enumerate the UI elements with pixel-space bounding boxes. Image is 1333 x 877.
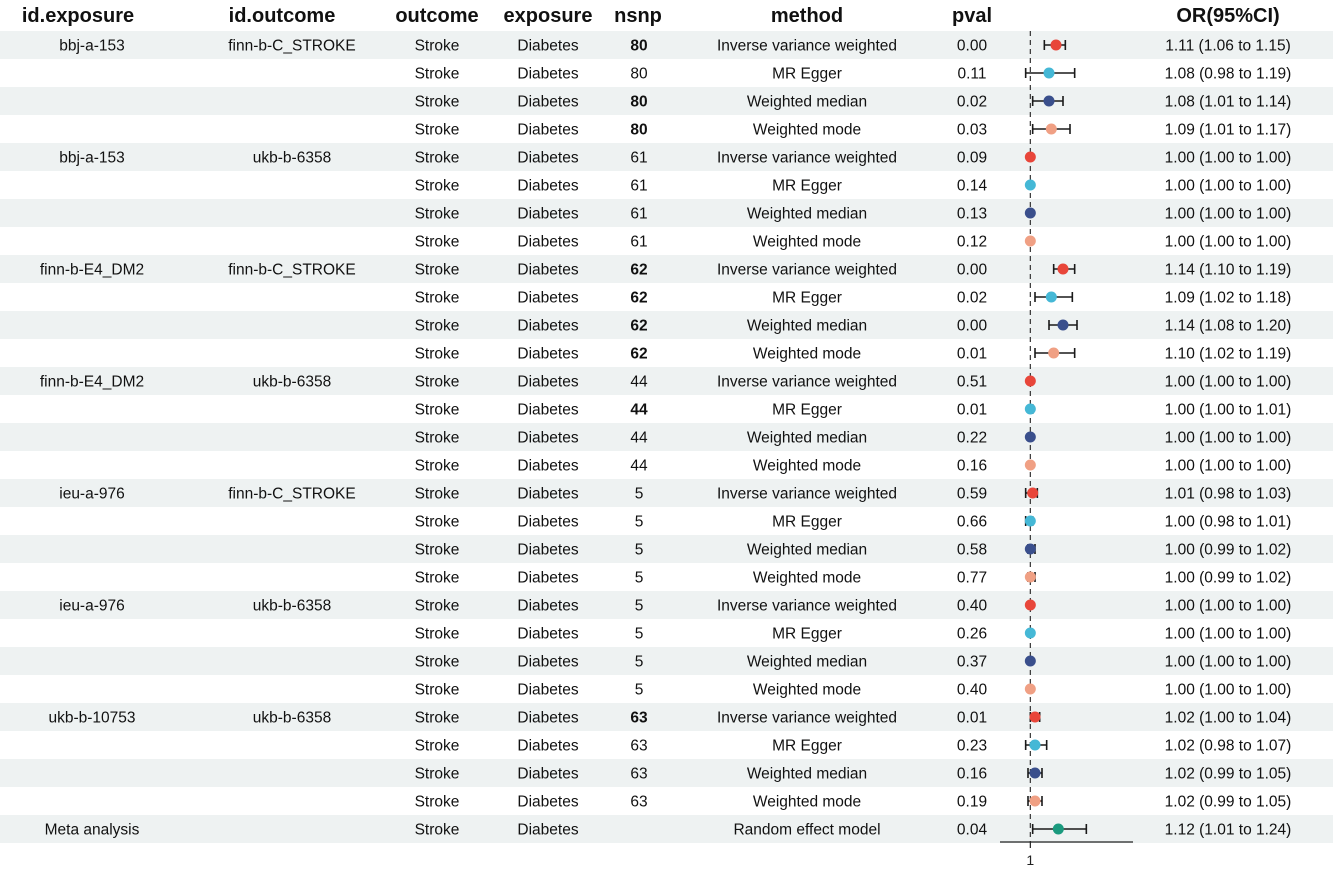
table-row bbox=[415, 402, 1292, 419]
row-band bbox=[0, 647, 1333, 675]
row-band bbox=[0, 367, 1333, 395]
cell-exposure: Diabetes bbox=[517, 37, 579, 55]
row-band bbox=[0, 815, 1333, 843]
cell-method: Weighted median bbox=[746, 765, 868, 783]
cell-method: MR Egger bbox=[772, 65, 842, 83]
cell-nsnp: 80 bbox=[630, 93, 648, 111]
header-id-exposure: id.exposure bbox=[21, 5, 135, 27]
cell-or-ci: 1.00 (0.99 to 1.02) bbox=[1164, 569, 1292, 587]
row-band bbox=[0, 535, 1333, 563]
row-band bbox=[0, 31, 1333, 59]
cell-nsnp: 5 bbox=[634, 625, 644, 643]
cell-method: Weighted median bbox=[746, 317, 868, 335]
header-method: method bbox=[770, 5, 844, 27]
point-estimate bbox=[1058, 320, 1069, 331]
cell-method: Inverse variance weighted bbox=[716, 149, 898, 167]
cell-method: Weighted mode bbox=[752, 233, 862, 251]
cell-exposure: Diabetes bbox=[517, 541, 579, 559]
cell-nsnp: 63 bbox=[630, 765, 648, 783]
header-pval: pval bbox=[951, 5, 993, 27]
point-estimate bbox=[1025, 460, 1036, 471]
point-estimate bbox=[1051, 40, 1062, 51]
cell-pval: 0.02 bbox=[956, 289, 988, 307]
header-nsnp: nsnp bbox=[614, 5, 662, 27]
table-row bbox=[415, 738, 1292, 755]
cell-pval: 0.37 bbox=[956, 653, 988, 671]
cell-or-ci: 1.02 (0.99 to 1.05) bbox=[1164, 765, 1292, 783]
cell-outcome: Stroke bbox=[414, 317, 460, 335]
cell-exposure: Diabetes bbox=[517, 485, 579, 503]
row-band bbox=[0, 591, 1333, 619]
cell-id-outcome: finn-b-C_STROKE bbox=[228, 261, 356, 279]
cell-exposure: Diabetes bbox=[517, 737, 579, 755]
cell-id-outcome: ukb-b-6358 bbox=[252, 597, 332, 615]
cell-or-ci: 1.02 (0.99 to 1.05) bbox=[1164, 793, 1292, 811]
row-band bbox=[0, 143, 1333, 171]
cell-nsnp: 5 bbox=[634, 569, 644, 587]
cell-exposure: Diabetes bbox=[517, 205, 579, 223]
table-row bbox=[415, 682, 1292, 699]
row-band bbox=[0, 199, 1333, 227]
cell-id-outcome: ukb-b-6358 bbox=[252, 373, 332, 391]
cell-method: Weighted median bbox=[746, 205, 868, 223]
cell-outcome: Stroke bbox=[414, 485, 460, 503]
cell-exposure: Diabetes bbox=[517, 177, 579, 195]
point-estimate bbox=[1025, 208, 1036, 219]
cell-id-outcome: finn-b-C_STROKE bbox=[228, 37, 356, 55]
cell-exposure: Diabetes bbox=[517, 709, 579, 727]
cell-or-ci: 1.14 (1.08 to 1.20) bbox=[1164, 317, 1292, 335]
forest-mark bbox=[1026, 740, 1047, 751]
table-row bbox=[415, 626, 1292, 643]
cell-outcome: Stroke bbox=[414, 793, 460, 811]
cell-nsnp: 62 bbox=[630, 261, 648, 279]
cell-exposure: Diabetes bbox=[517, 261, 579, 279]
cell-or-ci: 1.00 (1.00 to 1.00) bbox=[1164, 653, 1292, 671]
cell-outcome: Stroke bbox=[414, 177, 460, 195]
header-outcome: outcome bbox=[395, 5, 479, 27]
cell-method: Weighted median bbox=[746, 93, 868, 111]
row-band bbox=[0, 703, 1333, 731]
forest-mark bbox=[1025, 572, 1036, 583]
forest-mark bbox=[1026, 68, 1075, 79]
point-estimate bbox=[1025, 516, 1036, 527]
cell-pval: 0.01 bbox=[956, 401, 988, 419]
cell-exposure: Diabetes bbox=[517, 513, 579, 531]
table-row bbox=[415, 122, 1292, 139]
point-estimate bbox=[1025, 180, 1036, 191]
cell-nsnp: 61 bbox=[630, 177, 648, 195]
cell-outcome: Stroke bbox=[414, 541, 460, 559]
row-band bbox=[0, 759, 1333, 787]
point-estimate bbox=[1048, 348, 1059, 359]
row-band bbox=[0, 311, 1333, 339]
cell-method: Random effect model bbox=[733, 821, 881, 839]
cell-id-exposure: finn-b-E4_DM2 bbox=[39, 373, 145, 391]
cell-id-outcome: ukb-b-6358 bbox=[252, 709, 332, 727]
cell-pval: 0.13 bbox=[956, 205, 988, 223]
cell-outcome: Stroke bbox=[414, 681, 460, 699]
cell-outcome: Stroke bbox=[414, 737, 460, 755]
cell-id-exposure: ieu-a-976 bbox=[59, 485, 125, 503]
point-estimate bbox=[1030, 796, 1041, 807]
cell-method: Inverse variance weighted bbox=[716, 709, 898, 727]
cell-nsnp: 63 bbox=[630, 737, 648, 755]
cell-nsnp: 5 bbox=[634, 681, 644, 699]
cell-exposure: Diabetes bbox=[517, 457, 579, 475]
cell-method: Weighted median bbox=[746, 653, 868, 671]
cell-nsnp: 61 bbox=[630, 233, 648, 251]
cell-nsnp: 80 bbox=[630, 121, 648, 139]
forest-mark bbox=[1030, 712, 1041, 723]
cell-pval: 0.19 bbox=[956, 793, 988, 811]
cell-nsnp: 61 bbox=[630, 149, 648, 167]
cell-nsnp: 80 bbox=[630, 37, 648, 55]
table-row bbox=[415, 458, 1292, 475]
forest-mark bbox=[1025, 236, 1036, 247]
cell-exposure: Diabetes bbox=[517, 821, 579, 839]
cell-or-ci: 1.09 (1.01 to 1.17) bbox=[1164, 121, 1292, 139]
point-estimate bbox=[1025, 152, 1036, 163]
cell-pval: 0.16 bbox=[956, 457, 988, 475]
cell-id-exposure: bbj-a-153 bbox=[59, 37, 125, 55]
cell-method: Weighted mode bbox=[752, 345, 862, 363]
cell-or-ci: 1.01 (0.98 to 1.03) bbox=[1164, 485, 1292, 503]
cell-exposure: Diabetes bbox=[517, 121, 579, 139]
cell-nsnp: 44 bbox=[630, 429, 648, 447]
cell-id-exposure: finn-b-E4_DM2 bbox=[39, 261, 145, 279]
forest-mark bbox=[1025, 628, 1036, 639]
cell-nsnp: 5 bbox=[634, 485, 644, 503]
cell-or-ci: 1.00 (1.00 to 1.01) bbox=[1164, 401, 1292, 419]
cell-method: MR Egger bbox=[772, 625, 842, 643]
forest-mark bbox=[1025, 432, 1036, 443]
cell-or-ci: 1.00 (1.00 to 1.00) bbox=[1164, 205, 1292, 223]
cell-or-ci: 1.14 (1.10 to 1.19) bbox=[1164, 261, 1292, 279]
forest-mark bbox=[1025, 180, 1036, 191]
row-band bbox=[0, 255, 1333, 283]
cell-id-exposure: ukb-b-10753 bbox=[48, 709, 136, 727]
cell-method: Weighted median bbox=[746, 429, 868, 447]
cell-outcome: Stroke bbox=[414, 93, 460, 111]
cell-pval: 0.01 bbox=[956, 345, 988, 363]
forest-mark bbox=[1033, 124, 1070, 135]
cell-pval: 0.00 bbox=[956, 317, 988, 335]
point-estimate bbox=[1025, 404, 1036, 415]
cell-exposure: Diabetes bbox=[517, 765, 579, 783]
row-band bbox=[0, 479, 1333, 507]
forest-mark bbox=[1035, 348, 1075, 359]
cell-outcome: Stroke bbox=[414, 597, 460, 615]
cell-pval: 0.66 bbox=[956, 513, 988, 531]
cell-nsnp: 44 bbox=[630, 401, 648, 419]
cell-or-ci: 1.00 (1.00 to 1.00) bbox=[1164, 149, 1292, 167]
cell-pval: 0.77 bbox=[956, 569, 988, 587]
forest-mark bbox=[1025, 152, 1036, 163]
cell-outcome: Stroke bbox=[414, 373, 460, 391]
cell-exposure: Diabetes bbox=[517, 233, 579, 251]
cell-outcome: Stroke bbox=[414, 569, 460, 587]
cell-outcome: Stroke bbox=[414, 345, 460, 363]
point-estimate bbox=[1025, 572, 1036, 583]
cell-nsnp: 80 bbox=[630, 65, 648, 83]
point-estimate bbox=[1025, 376, 1036, 387]
table-row bbox=[415, 346, 1292, 363]
forest-mark bbox=[1025, 684, 1036, 695]
cell-exposure: Diabetes bbox=[517, 793, 579, 811]
cell-outcome: Stroke bbox=[414, 625, 460, 643]
header-id-outcome: id.outcome bbox=[228, 5, 336, 27]
forest-mark bbox=[1025, 516, 1036, 527]
cell-outcome: Stroke bbox=[414, 653, 460, 671]
point-estimate bbox=[1025, 236, 1036, 247]
cell-method: Weighted mode bbox=[752, 793, 862, 811]
cell-pval: 0.40 bbox=[956, 681, 988, 699]
cell-pval: 0.26 bbox=[956, 625, 988, 643]
cell-method: MR Egger bbox=[772, 737, 842, 755]
cell-exposure: Diabetes bbox=[517, 597, 579, 615]
cell-or-ci: 1.00 (1.00 to 1.00) bbox=[1164, 429, 1292, 447]
cell-exposure: Diabetes bbox=[517, 93, 579, 111]
cell-or-ci: 1.00 (1.00 to 1.00) bbox=[1164, 597, 1292, 615]
cell-exposure: Diabetes bbox=[517, 373, 579, 391]
cell-exposure: Diabetes bbox=[517, 429, 579, 447]
table-row bbox=[415, 66, 1292, 83]
forest-mark bbox=[1025, 376, 1036, 387]
point-estimate bbox=[1027, 488, 1038, 499]
cell-id-outcome: ukb-b-6358 bbox=[252, 149, 332, 167]
point-estimate bbox=[1044, 96, 1055, 107]
cell-nsnp: 62 bbox=[630, 345, 648, 363]
cell-exposure: Diabetes bbox=[517, 289, 579, 307]
point-estimate bbox=[1025, 656, 1036, 667]
cell-outcome: Stroke bbox=[414, 429, 460, 447]
point-estimate bbox=[1030, 740, 1041, 751]
cell-or-ci: 1.08 (1.01 to 1.14) bbox=[1164, 93, 1292, 111]
cell-pval: 0.00 bbox=[956, 37, 988, 55]
cell-outcome: Stroke bbox=[414, 289, 460, 307]
cell-method: MR Egger bbox=[772, 289, 842, 307]
cell-outcome: Stroke bbox=[414, 821, 460, 839]
cell-nsnp: 61 bbox=[630, 205, 648, 223]
table-row bbox=[415, 514, 1292, 531]
cell-nsnp: 5 bbox=[634, 541, 644, 559]
cell-method: MR Egger bbox=[772, 177, 842, 195]
cell-pval: 0.00 bbox=[956, 261, 988, 279]
cell-exposure: Diabetes bbox=[517, 149, 579, 167]
cell-outcome: Stroke bbox=[414, 65, 460, 83]
forest-mark bbox=[1025, 600, 1036, 611]
point-estimate bbox=[1025, 600, 1036, 611]
cell-nsnp: 62 bbox=[630, 289, 648, 307]
cell-method: Inverse variance weighted bbox=[716, 37, 898, 55]
point-estimate bbox=[1025, 432, 1036, 443]
cell-outcome: Stroke bbox=[414, 37, 460, 55]
cell-or-ci: 1.00 (0.99 to 1.02) bbox=[1164, 541, 1292, 559]
cell-exposure: Diabetes bbox=[517, 653, 579, 671]
cell-exposure: Diabetes bbox=[517, 681, 579, 699]
cell-exposure: Diabetes bbox=[517, 345, 579, 363]
cell-or-ci: 1.02 (1.00 to 1.04) bbox=[1164, 709, 1292, 727]
table-row bbox=[415, 570, 1292, 587]
header-or-ci: OR(95%CI) bbox=[1176, 5, 1280, 27]
cell-pval: 0.11 bbox=[957, 65, 987, 83]
cell-nsnp: 5 bbox=[634, 597, 644, 615]
cell-exposure: Diabetes bbox=[517, 625, 579, 643]
cell-pval: 0.14 bbox=[956, 177, 988, 195]
cell-pval: 0.51 bbox=[956, 373, 988, 391]
cell-pval: 0.02 bbox=[956, 93, 988, 111]
cell-exposure: Diabetes bbox=[517, 317, 579, 335]
forest-mark bbox=[1025, 404, 1036, 415]
cell-id-exposure: ieu-a-976 bbox=[59, 597, 125, 615]
cell-method: MR Egger bbox=[772, 401, 842, 419]
point-estimate bbox=[1058, 264, 1069, 275]
point-estimate bbox=[1025, 684, 1036, 695]
cell-exposure: Diabetes bbox=[517, 65, 579, 83]
cell-or-ci: 1.00 (1.00 to 1.00) bbox=[1164, 373, 1292, 391]
cell-nsnp: 5 bbox=[634, 513, 644, 531]
cell-outcome: Stroke bbox=[414, 709, 460, 727]
cell-method: Inverse variance weighted bbox=[716, 261, 898, 279]
cell-nsnp: 44 bbox=[630, 457, 648, 475]
cell-or-ci: 1.00 (1.00 to 1.00) bbox=[1164, 457, 1292, 475]
cell-pval: 0.23 bbox=[956, 737, 988, 755]
cell-pval: 0.03 bbox=[956, 121, 988, 139]
cell-pval: 0.58 bbox=[956, 541, 988, 559]
table-row bbox=[415, 290, 1292, 307]
cell-nsnp: 5 bbox=[634, 653, 644, 671]
cell-method: Weighted mode bbox=[752, 681, 862, 699]
cell-outcome: Stroke bbox=[414, 149, 460, 167]
cell-pval: 0.12 bbox=[956, 233, 988, 251]
row-band bbox=[0, 87, 1333, 115]
point-estimate bbox=[1025, 628, 1036, 639]
cell-method: Weighted mode bbox=[752, 457, 862, 475]
cell-pval: 0.04 bbox=[956, 821, 988, 839]
cell-or-ci: 1.11 (1.06 to 1.15) bbox=[1165, 37, 1291, 55]
cell-or-ci: 1.08 (0.98 to 1.19) bbox=[1164, 65, 1292, 83]
cell-outcome: Stroke bbox=[414, 457, 460, 475]
forest-mark bbox=[1025, 208, 1036, 219]
forest-mark bbox=[1025, 544, 1036, 555]
cell-outcome: Stroke bbox=[414, 261, 460, 279]
cell-outcome: Stroke bbox=[414, 513, 460, 531]
cell-id-outcome: finn-b-C_STROKE bbox=[228, 485, 356, 503]
column-headers bbox=[22, 5, 1280, 27]
row-bands bbox=[0, 31, 1333, 843]
cell-pval: 0.22 bbox=[956, 429, 988, 447]
table-row bbox=[415, 794, 1292, 811]
cell-or-ci: 1.10 (1.02 to 1.19) bbox=[1164, 345, 1292, 363]
point-estimate bbox=[1030, 712, 1041, 723]
cell-pval: 0.40 bbox=[956, 597, 988, 615]
cell-exposure: Diabetes bbox=[517, 569, 579, 587]
cell-pval: 0.09 bbox=[956, 149, 988, 167]
cell-method: Inverse variance weighted bbox=[716, 373, 898, 391]
cell-method: Weighted median bbox=[746, 541, 868, 559]
x-axis-tick-label: 1 bbox=[1026, 852, 1035, 868]
cell-exposure: Diabetes bbox=[517, 401, 579, 419]
point-estimate bbox=[1046, 292, 1057, 303]
cell-outcome: Stroke bbox=[414, 401, 460, 419]
cell-id-exposure: bbj-a-153 bbox=[59, 149, 125, 167]
table-row bbox=[415, 234, 1292, 251]
cell-nsnp: 44 bbox=[630, 373, 648, 391]
point-estimate bbox=[1044, 68, 1055, 79]
header-exposure: exposure bbox=[503, 5, 593, 27]
cell-outcome: Stroke bbox=[414, 233, 460, 251]
cell-nsnp: 63 bbox=[630, 793, 648, 811]
forest-mark bbox=[1035, 292, 1072, 303]
forest-mark bbox=[1025, 460, 1036, 471]
cell-method: Weighted mode bbox=[752, 121, 862, 139]
cell-pval: 0.16 bbox=[956, 765, 988, 783]
cell-or-ci: 1.00 (1.00 to 1.00) bbox=[1164, 177, 1292, 195]
cell-outcome: Stroke bbox=[414, 765, 460, 783]
cell-or-ci: 1.12 (1.01 to 1.24) bbox=[1164, 821, 1292, 839]
cell-or-ci: 1.00 (1.00 to 1.00) bbox=[1164, 625, 1292, 643]
cell-or-ci: 1.00 (1.00 to 1.00) bbox=[1164, 681, 1292, 699]
cell-nsnp: 63 bbox=[630, 709, 648, 727]
cell-or-ci: 1.02 (0.98 to 1.07) bbox=[1164, 737, 1292, 755]
point-estimate bbox=[1053, 824, 1064, 835]
cell-pval: 0.59 bbox=[956, 485, 988, 503]
row-band bbox=[0, 423, 1333, 451]
cell-or-ci: 1.09 (1.02 to 1.18) bbox=[1164, 289, 1292, 307]
point-estimate bbox=[1046, 124, 1057, 135]
cell-or-ci: 1.00 (0.98 to 1.01) bbox=[1164, 513, 1292, 531]
cell-or-ci: 1.00 (1.00 to 1.00) bbox=[1164, 233, 1292, 251]
cell-method: Weighted mode bbox=[752, 569, 862, 587]
cell-method: Inverse variance weighted bbox=[716, 597, 898, 615]
cell-outcome: Stroke bbox=[414, 121, 460, 139]
cell-outcome: Stroke bbox=[414, 205, 460, 223]
cell-pval: 0.01 bbox=[956, 709, 988, 727]
cell-method: Inverse variance weighted bbox=[716, 485, 898, 503]
table-row bbox=[415, 178, 1292, 195]
cell-nsnp: 62 bbox=[630, 317, 648, 335]
point-estimate bbox=[1025, 544, 1036, 555]
point-estimate bbox=[1030, 768, 1041, 779]
cell-id-exposure: Meta analysis bbox=[44, 821, 140, 839]
forest-mark bbox=[1025, 656, 1036, 667]
cell-method: MR Egger bbox=[772, 513, 842, 531]
